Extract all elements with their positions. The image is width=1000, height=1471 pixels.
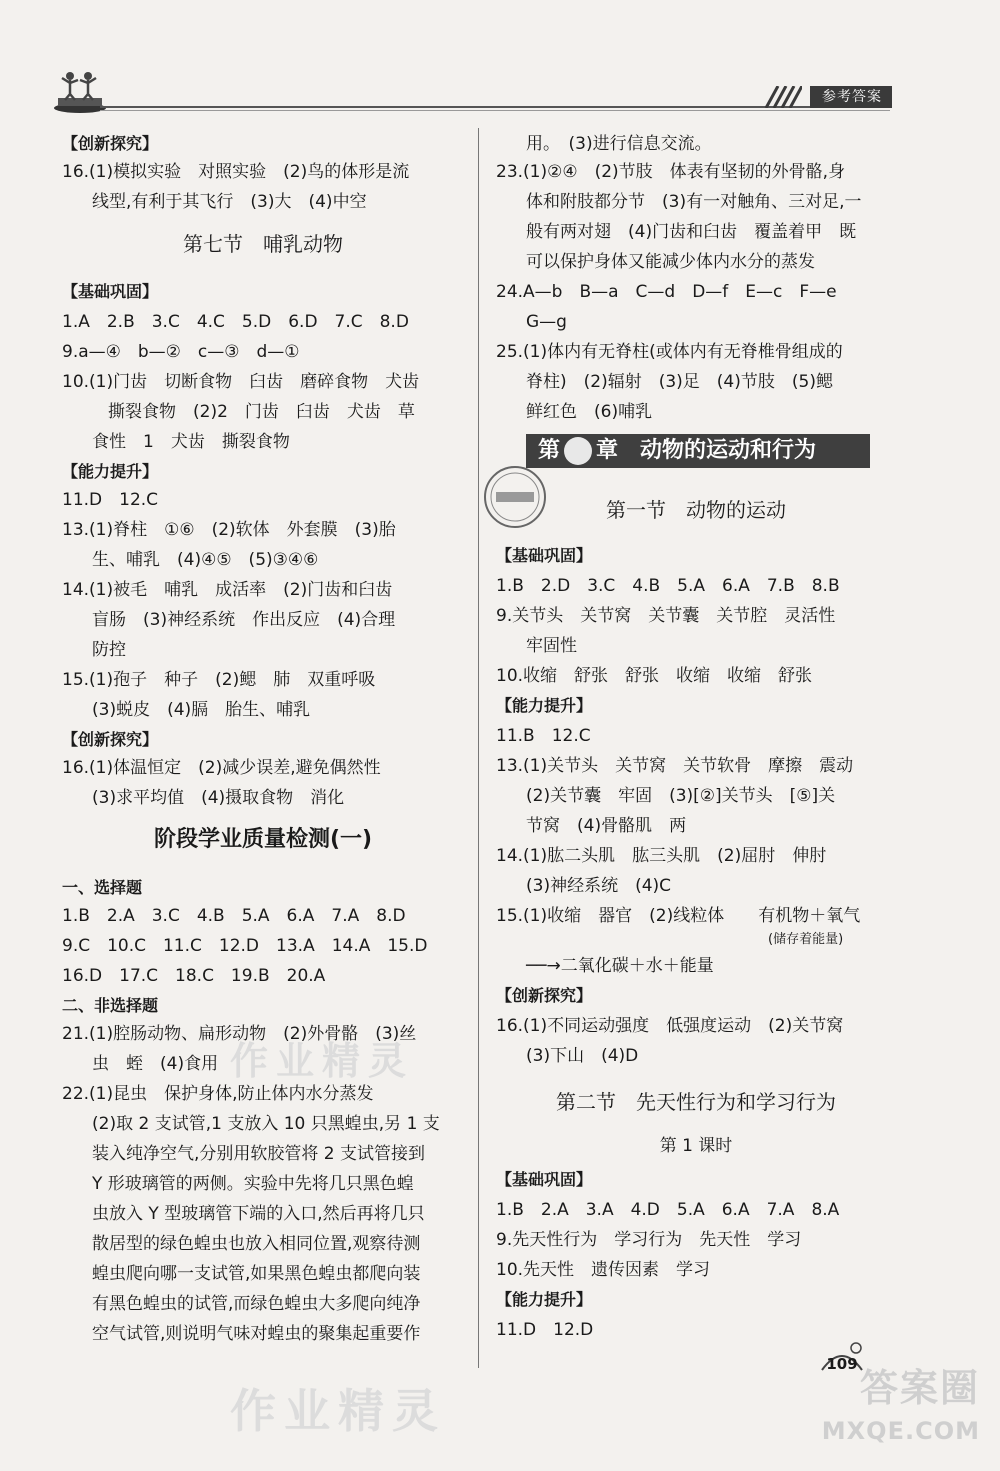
lesson-title: 第 1 课时 (659, 1136, 733, 1156)
answer-line: 散居型的绿色蝗虫也放入相同位置,观察待测 (92, 1234, 421, 1254)
answer-line: 牢固性 (526, 636, 577, 656)
answer-line: Y 形玻璃管的两侧。实验中先将几只黑色蝗 (92, 1174, 414, 1194)
answer-line: 9.关节头 关节窝 关节囊 关节腔 灵活性 (496, 606, 836, 626)
answer-line: 16.(1)不同运动强度 低强度运动 (2)关节窝 (496, 1016, 844, 1036)
answer-line: (3)神经系统 (4)C (526, 876, 672, 896)
answer-line: 24.A—b B—a C—d D—f E—c F—e (496, 282, 837, 302)
answer-line: G—g (526, 312, 567, 332)
answer-line: (3)下山 (4)D (526, 1046, 639, 1066)
answer-line: ──→二氧化碳＋水＋能量 (526, 956, 714, 976)
answer-line: 般有两对翅 (4)门齿和臼齿 覆盖着甲 既 (526, 222, 857, 242)
answer-line: 10.先天性 遗传因素 学习 (496, 1260, 711, 1280)
column-divider (478, 128, 479, 1368)
answer-line: 1.B 2.A 3.A 4.D 5.A 6.A 7.A 8.A (496, 1200, 840, 1220)
answer-line: 1.B 2.A 3.C 4.B 5.A 6.A 7.A 8.D (62, 906, 406, 926)
section-label: 【创新探究】 (496, 986, 593, 1005)
answer-line: 10.收缩 舒张 舒张 收缩 收缩 舒张 (496, 666, 813, 686)
answer-line: (2)关节囊 牢固 (3)[②]关节头 [⑤]关 (526, 786, 836, 806)
answer-line: 11.D 12.D (496, 1320, 594, 1340)
answer-line: 23.(1)②④ (2)节肢 体表有坚韧的外骨骼,身 (496, 162, 846, 182)
answer-line: 11.B 12.C (496, 726, 591, 746)
answer-line: (3)蜕皮 (4)膈 胎生、哺乳 (92, 700, 311, 720)
answer-line: 9.a—④ b—② c—③ d—① (62, 342, 300, 362)
answer-line: 装入纯净空气,分别用软胶管将 2 支试管接到 (92, 1144, 426, 1164)
watermark-text-large: 作业精灵 (230, 1384, 446, 1438)
answer-line: 15.(1)收缩 器官 (2)线粒体 有机物＋氧气 (496, 906, 861, 926)
chapter-title: 章 动物的运动和行为 (596, 438, 817, 463)
answer-line: 虫 蛭 (4)食用 (92, 1054, 219, 1074)
answer-line: 生、哺乳 (4)④⑤ (5)③④⑥ (92, 550, 319, 570)
section-label: 二、非选择题 (62, 996, 159, 1015)
section-label: 【基础巩固】 (62, 282, 159, 301)
header-stripes-icon (762, 86, 802, 108)
watermark-site: MXQE.COM (821, 1417, 980, 1445)
annotation-note: (储存着能量) (768, 932, 844, 947)
answer-line: 防控 (92, 640, 126, 660)
answer-line: 13.(1)关节头 关节窝 关节软骨 摩擦 震动 (496, 756, 854, 776)
section-label: 【创新探究】 (62, 730, 159, 749)
chapter-banner (526, 434, 870, 468)
section-title: 第七节 哺乳动物 (183, 232, 343, 256)
answer-line: 16.(1)模拟实验 对照实验 (2)鸟的体形是流 (62, 162, 410, 182)
answer-line: (2)取 2 支试管,1 支放入 10 只黑蝗虫,另 1 支 (92, 1114, 440, 1134)
section-title: 第二节 先天性行为和学习行为 (556, 1090, 836, 1114)
answer-line: 可以保护身体又能减少体内水分的蒸发 (526, 252, 815, 272)
answer-line: 盲肠 (3)神经系统 作出反应 (4)合理 (92, 610, 396, 630)
answer-line: 有黑色蝗虫的试管,而绿色蝗虫大多爬向纯净 (92, 1294, 421, 1314)
watermark-brand: 答案圈 (859, 1366, 980, 1410)
answer-line: 16.(1)体温恒定 (2)减少误差,避免偶然性 (62, 758, 381, 778)
answer-line: 线型,有利于其飞行 (3)大 (4)中空 (92, 192, 367, 212)
answer-line: 1.A 2.B 3.C 4.C 5.D 6.D 7.C 8.D (62, 312, 409, 332)
answer-line: 用。 (3)进行信息交流。 (526, 134, 712, 154)
section-title: 第一节 动物的运动 (606, 498, 786, 522)
section-label: 【创新探究】 (62, 134, 159, 153)
answer-line: 25.(1)体内有无脊柱(或体内有无脊椎骨组成的 (496, 342, 843, 362)
answer-line: 9.C 10.C 11.C 12.D 13.A 14.A 15.D (62, 936, 428, 956)
section-label: 【能力提升】 (62, 462, 159, 481)
answer-line: 21.(1)腔肠动物、扁形动物 (2)外骨骼 (3)丝 (62, 1024, 417, 1044)
answer-line: 蝗虫爬向哪一支试管,如果黑色蝗虫都爬向装 (92, 1264, 421, 1284)
answer-line: 鲜红色 (6)哺乳 (526, 402, 653, 422)
header-tag: 参考答案 (810, 86, 892, 108)
header-rule-thin (100, 110, 890, 111)
section-label: 【基础巩固】 (496, 546, 593, 565)
answer-line: 13.(1)脊柱 ①⑥ (2)软体 外套膜 (3)胎 (62, 520, 396, 540)
answer-line: 10.(1)门齿 切断食物 臼齿 磨碎食物 犬齿 (62, 372, 420, 392)
answer-line: 14.(1)被毛 哺乳 成活率 (2)门齿和臼齿 (62, 580, 393, 600)
answer-line: 11.D 12.C (62, 490, 159, 510)
homework-stamp-icon (480, 462, 550, 532)
answer-line: 9.先天性行为 学习行为 先天性 学习 (496, 1230, 802, 1250)
answer-line: 体和附肢都分节 (3)有一对触角、三对足,一 (526, 192, 862, 212)
site-watermark-logo (800, 1357, 980, 1457)
section-title: 阶段学业质量检测(一) (153, 827, 373, 852)
answer-line: 14.(1)肱二头肌 肱三头肌 (2)屈肘 伸肘 (496, 846, 827, 866)
section-label: 【能力提升】 (496, 696, 593, 715)
section-label: 【能力提升】 (496, 1290, 593, 1309)
chapter-number-circle-icon (564, 437, 592, 465)
page-number: 109 (826, 1355, 858, 1373)
answer-line: 22.(1)昆虫 保护身体,防止体内水分蒸发 (62, 1084, 374, 1104)
answer-line: (3)求平均值 (4)摄取食物 消化 (92, 788, 345, 808)
answer-line: 1.B 2.D 3.C 4.B 5.A 6.A 7.B 8.B (496, 576, 840, 596)
answer-line: 16.D 17.C 18.C 19.B 20.A (62, 966, 326, 986)
watermark-text: 作业精灵 (230, 1039, 415, 1083)
answer-line: 节窝 (4)骨骼肌 两 (526, 816, 687, 836)
answer-line: 空气试管,则说明气味对蝗虫的聚集起重要作 (92, 1324, 421, 1344)
chapter-prefix: 第 (538, 438, 561, 463)
answer-line: 虫放入 Y 型玻璃管下端的入口,然后再将几只 (92, 1204, 425, 1224)
section-label: 【基础巩固】 (496, 1170, 593, 1189)
answer-line: 15.(1)孢子 种子 (2)鳃 肺 双重呼吸 (62, 670, 376, 690)
section-label: 一、选择题 (62, 878, 143, 897)
answer-line: 食性 1 犬齿 撕裂食物 (92, 432, 290, 452)
answer-line: 撕裂食物 (2)2 门齿 臼齿 犬齿 草 (108, 402, 415, 422)
answer-line: 脊柱) (2)辐射 (3)足 (4)节肢 (5)鳃 (526, 372, 833, 392)
